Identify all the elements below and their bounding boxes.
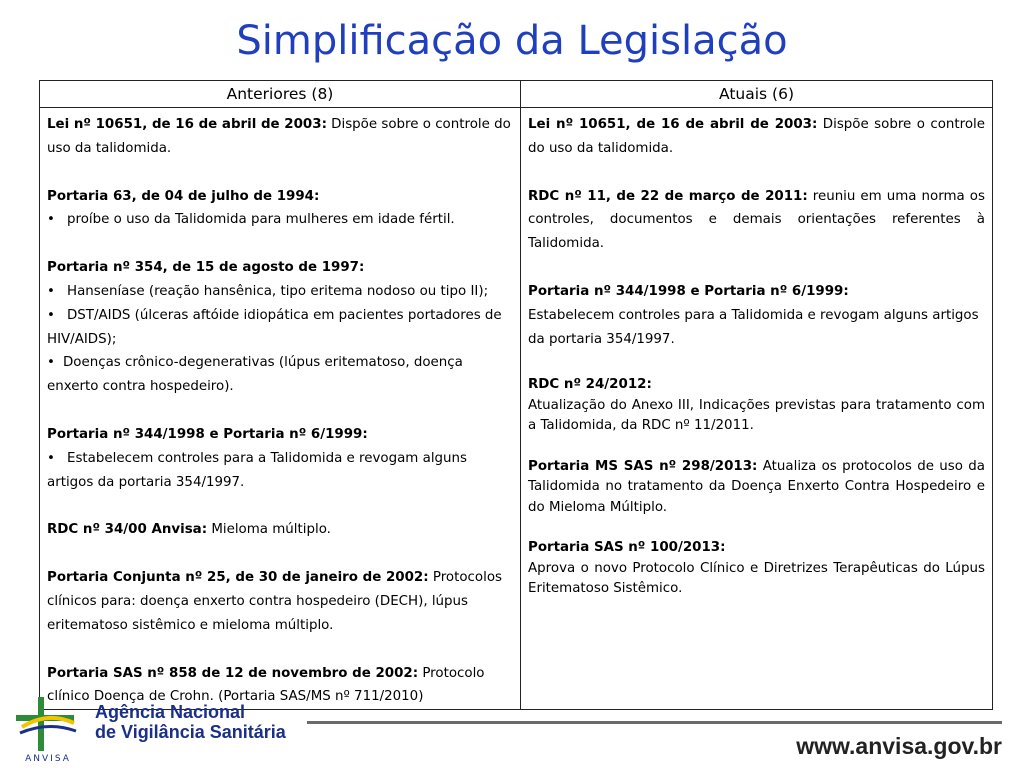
bullet-icon: •	[47, 212, 55, 228]
bullet-item	[47, 280, 513, 304]
entry-title: Portaria SAS nº 858 de 12 de novembro de 2002:	[47, 665, 419, 681]
footer-divider	[307, 721, 1002, 724]
right-entry-rdc-11	[528, 185, 985, 256]
left-entry-portaria-354	[47, 256, 513, 399]
logo-vertical-bar	[38, 697, 44, 751]
bullet-icon: •	[47, 355, 55, 371]
left-column	[40, 108, 521, 710]
bullet-item	[47, 351, 513, 399]
entry-text: Estabelecem controles para a Talidomida e revogam alguns artigos da portaria 354/1997.	[528, 307, 979, 347]
bullet-icon: •	[47, 307, 55, 323]
entry-title: RDC nº 11, de 22 de março de 2011:	[528, 188, 808, 204]
left-entry-rdc-34	[47, 518, 513, 542]
entry-title: Portaria SAS nº 100/2013:	[528, 540, 726, 556]
bullet-text: proíbe o uso da Talidomida para mulheres em idade fértil.	[67, 212, 455, 228]
bullet-text: Hanseníase (reação hansênica, tipo eritema nodoso ou tipo II);	[67, 283, 489, 299]
bullet-text: Estabelecem controles para a Talidomida e revogam alguns artigos da portaria 354/1997.	[47, 450, 467, 490]
entry-title: Portaria Conjunta nº 25, de 30 de janeiro de 2002:	[47, 570, 429, 586]
entry-title: Portaria nº 344/1998 e Portaria nº 6/1999:	[47, 426, 368, 442]
left-entry-portaria-conjunta-25	[47, 566, 513, 637]
slide-title: Simplificação da Legislação	[236, 18, 788, 64]
agency-name	[95, 702, 286, 742]
entry-text: Atualização do Anexo III, Indicações previstas para tratamento com a Talidomida, da RDC nº 11/2011.	[528, 397, 985, 434]
left-entry-lei-10651	[47, 113, 513, 161]
entry-text: Protocolo clínico Doença de Crohn. (Portaria SAS/MS nº 711/2010)	[47, 665, 485, 705]
agency-line-2: de Vigilância Sanitária	[95, 722, 286, 742]
bullet-item	[47, 208, 513, 232]
anvisa-logo-icon	[12, 693, 84, 765]
entry-text: Dispõe sobre o controle do uso da talidomida.	[47, 117, 511, 156]
entry-title: Portaria 63, de 04 de julho de 1994:	[47, 188, 320, 204]
right-column	[521, 108, 993, 710]
entry-text: Dispõe sobre o controle do uso da talidomida.	[528, 117, 986, 156]
right-entry-portaria-298	[528, 457, 985, 519]
entry-title: Portaria nº 344/1998 e Portaria nº 6/1999:	[528, 283, 849, 299]
right-entry-rdc-24	[528, 375, 985, 437]
left-entry-portaria-344	[47, 423, 513, 494]
right-entry-portaria-100	[528, 538, 985, 600]
bullet-item	[47, 304, 513, 352]
right-entry-lei-10651	[528, 113, 985, 161]
header-anteriores: Anteriores (8)	[40, 81, 521, 108]
bullet-text: Doenças crônico-degenerativas (lúpus eritematoso, doença enxerto contra hospedeiro).	[47, 355, 463, 395]
entry-title: RDC nº 24/2012:	[528, 377, 652, 393]
right-entry-portaria-344	[528, 280, 985, 351]
bullet-icon: •	[47, 450, 55, 466]
entry-title: Portaria nº 354, de 15 de agosto de 1997:	[47, 260, 365, 276]
entry-title: Lei nº 10651, de 16 de abril de 2003:	[47, 117, 327, 132]
entry-text: Aprova o novo Protocolo Clínico e Diretrizes Terapêuticas do Lúpus Eritematoso Sistêmico.	[528, 560, 985, 597]
bullet-text: DST/AIDS (úlceras aftóide idiopática em pacientes portadores de HIV/AIDS);	[47, 307, 502, 347]
bullet-item	[47, 447, 513, 495]
logo-blue-arc	[20, 726, 76, 733]
agency-line-1: Agência Nacional	[95, 702, 246, 722]
entry-text: reuniu em uma norma os controles, documentos e demais orientações referentes à Talidomida.	[528, 188, 985, 252]
header-atuais: Atuais (6)	[521, 81, 993, 108]
entry-title: Portaria MS SAS nº 298/2013:	[528, 458, 758, 474]
comparison-table	[39, 80, 993, 710]
bullet-icon: •	[47, 283, 55, 299]
entry-text: Atualiza os protocolos de uso da Talidomida no tratamento da Doença Enxerto Contra Hospedeiro e do Mieloma Múltiplo.	[528, 458, 985, 515]
entry-title: Lei nº 10651, de 16 de abril de 2003:	[528, 117, 818, 132]
entry-text: Protocolos clínicos para: doença enxerto contra hospedeiro (DECH), lúpus eritematoso sistêmico e mieloma múltiplo.	[47, 570, 502, 633]
logo-text: ANVISA	[25, 754, 71, 764]
left-entry-portaria-63	[47, 185, 513, 233]
entry-title: RDC nº 34/00 Anvisa:	[47, 522, 208, 538]
entry-text: Mieloma múltiplo.	[207, 522, 331, 538]
website-link[interactable]: www.anvisa.gov.br	[796, 733, 1002, 759]
